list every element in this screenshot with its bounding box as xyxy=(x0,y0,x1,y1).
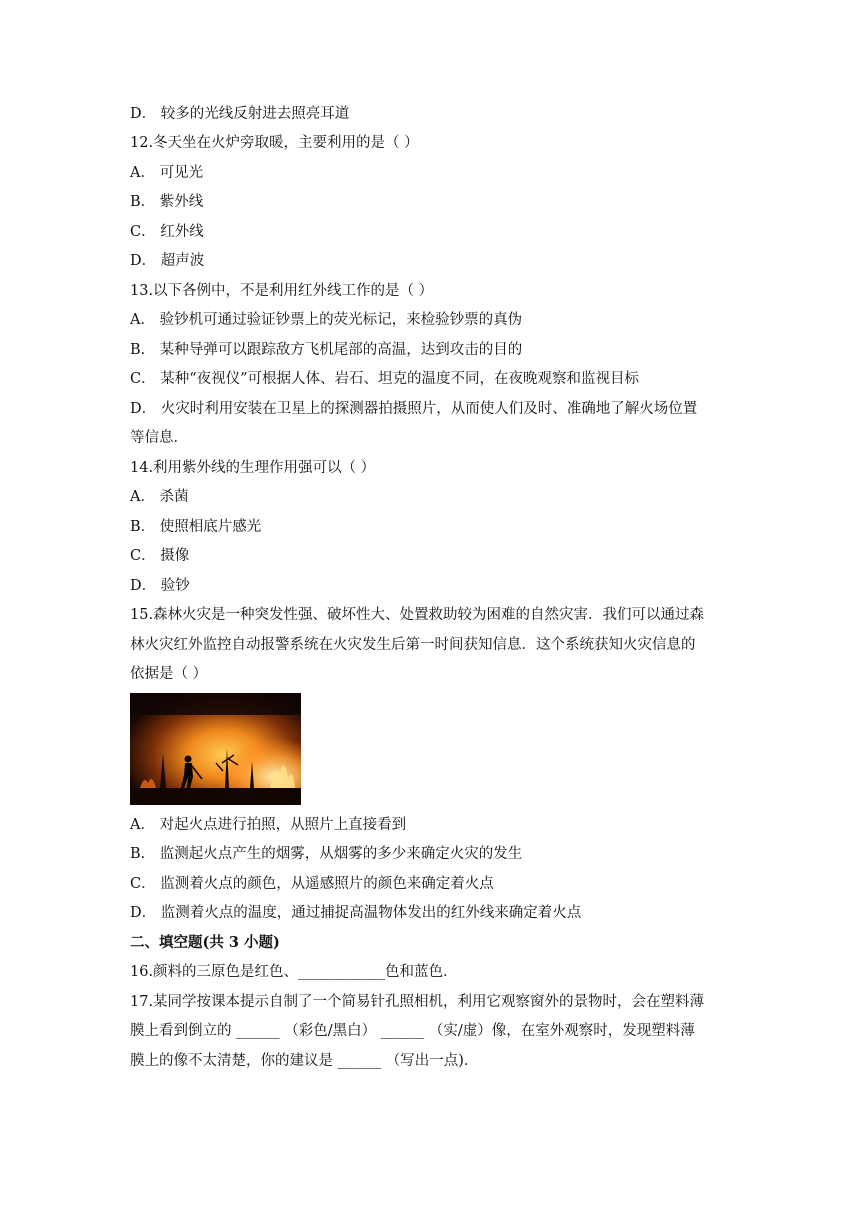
q15-stem-line-2: 林火灾红外监控自动报警系统在火灾发生后第一时间获知信息．这个系统获知火灾信息的 xyxy=(130,637,696,653)
q14-stem: 14.利用紫外线的生理作用强可以（ ） xyxy=(130,460,376,476)
q12-stem: 12.冬天坐在火炉旁取暖，主要利用的是（ ） xyxy=(130,135,419,151)
q12-option-c: C． 红外线 xyxy=(130,224,204,240)
q17-line-2: 膜上看到倒立的 ______ （彩色/黑白） ______ （实/虚）像，在室外观察时，发现塑料薄 xyxy=(130,1023,695,1039)
q13-option-d: D． 火灾时利用安装在卫星上的探测器拍摄照片，从而使人们及时、准确地了解火场位置 xyxy=(130,401,698,417)
q17-line-1: 17.某同学按课本提示自制了一个简易针孔照相机，利用它观察窗外的景物时，会在塑料薄 xyxy=(130,994,705,1010)
q17-line-3: 膜上的像不太清楚，你的建议是 ______ （写出一点)． xyxy=(130,1053,479,1069)
q15-option-a: A． 对起火点进行拍照，从照片上直接看到 xyxy=(130,817,407,833)
q13-option-d-continued: 等信息． xyxy=(130,430,188,446)
forest-fire-photo xyxy=(130,693,301,805)
q14-option-d: D． 验钞 xyxy=(130,578,190,594)
q13-option-c: C． 某种“夜视仪”可根据人体、岩石、坦克的温度不同，在夜晚观察和监视目标 xyxy=(130,371,640,387)
q13-stem: 13.以下各例中，不是利用红外线工作的是（ ） xyxy=(130,283,434,299)
q15-option-b: B． 监测起火点产生的烟雾，从烟雾的多少来确定火灾的发生 xyxy=(130,846,523,862)
q15-stem-line-3: 依据是（ ） xyxy=(130,666,208,682)
section-heading: 二、填空题(共 3 小题) xyxy=(130,934,280,951)
q15-stem-line-1: 15.森林火灾是一种突发性强、破坏性大、处置救助较为困难的自然灾害．我们可以通过森 xyxy=(130,607,705,623)
q14-option-b: B． 使照相底片感光 xyxy=(130,519,262,535)
q16-text: 16.颜料的三原色是红色、____________色和蓝色． xyxy=(130,964,458,980)
q11-option-d: D． 较多的光线反射进去照亮耳道 xyxy=(130,106,350,122)
q13-option-b: B． 某种导弹可以跟踪敌方飞机尾部的高温，达到攻击的目的 xyxy=(130,342,523,358)
q15-option-c: C． 监测着火点的颜色，从遥感照片的颜色来确定着火点 xyxy=(130,876,494,892)
q12-option-a: A． 可见光 xyxy=(130,165,204,181)
q14-option-a: A． 杀菌 xyxy=(130,489,189,505)
q12-option-d: D． 超声波 xyxy=(130,253,205,269)
q15-option-d: D． 监测着火点的温度，通过捕捉高温物体发出的红外线来确定着火点 xyxy=(130,905,582,921)
q13-option-a: A． 验钞机可通过验证钞票上的荧光标记，来检验钞票的真伪 xyxy=(130,312,523,328)
q14-option-c: C． 摄像 xyxy=(130,548,190,564)
q12-option-b: B． 紫外线 xyxy=(130,194,204,210)
